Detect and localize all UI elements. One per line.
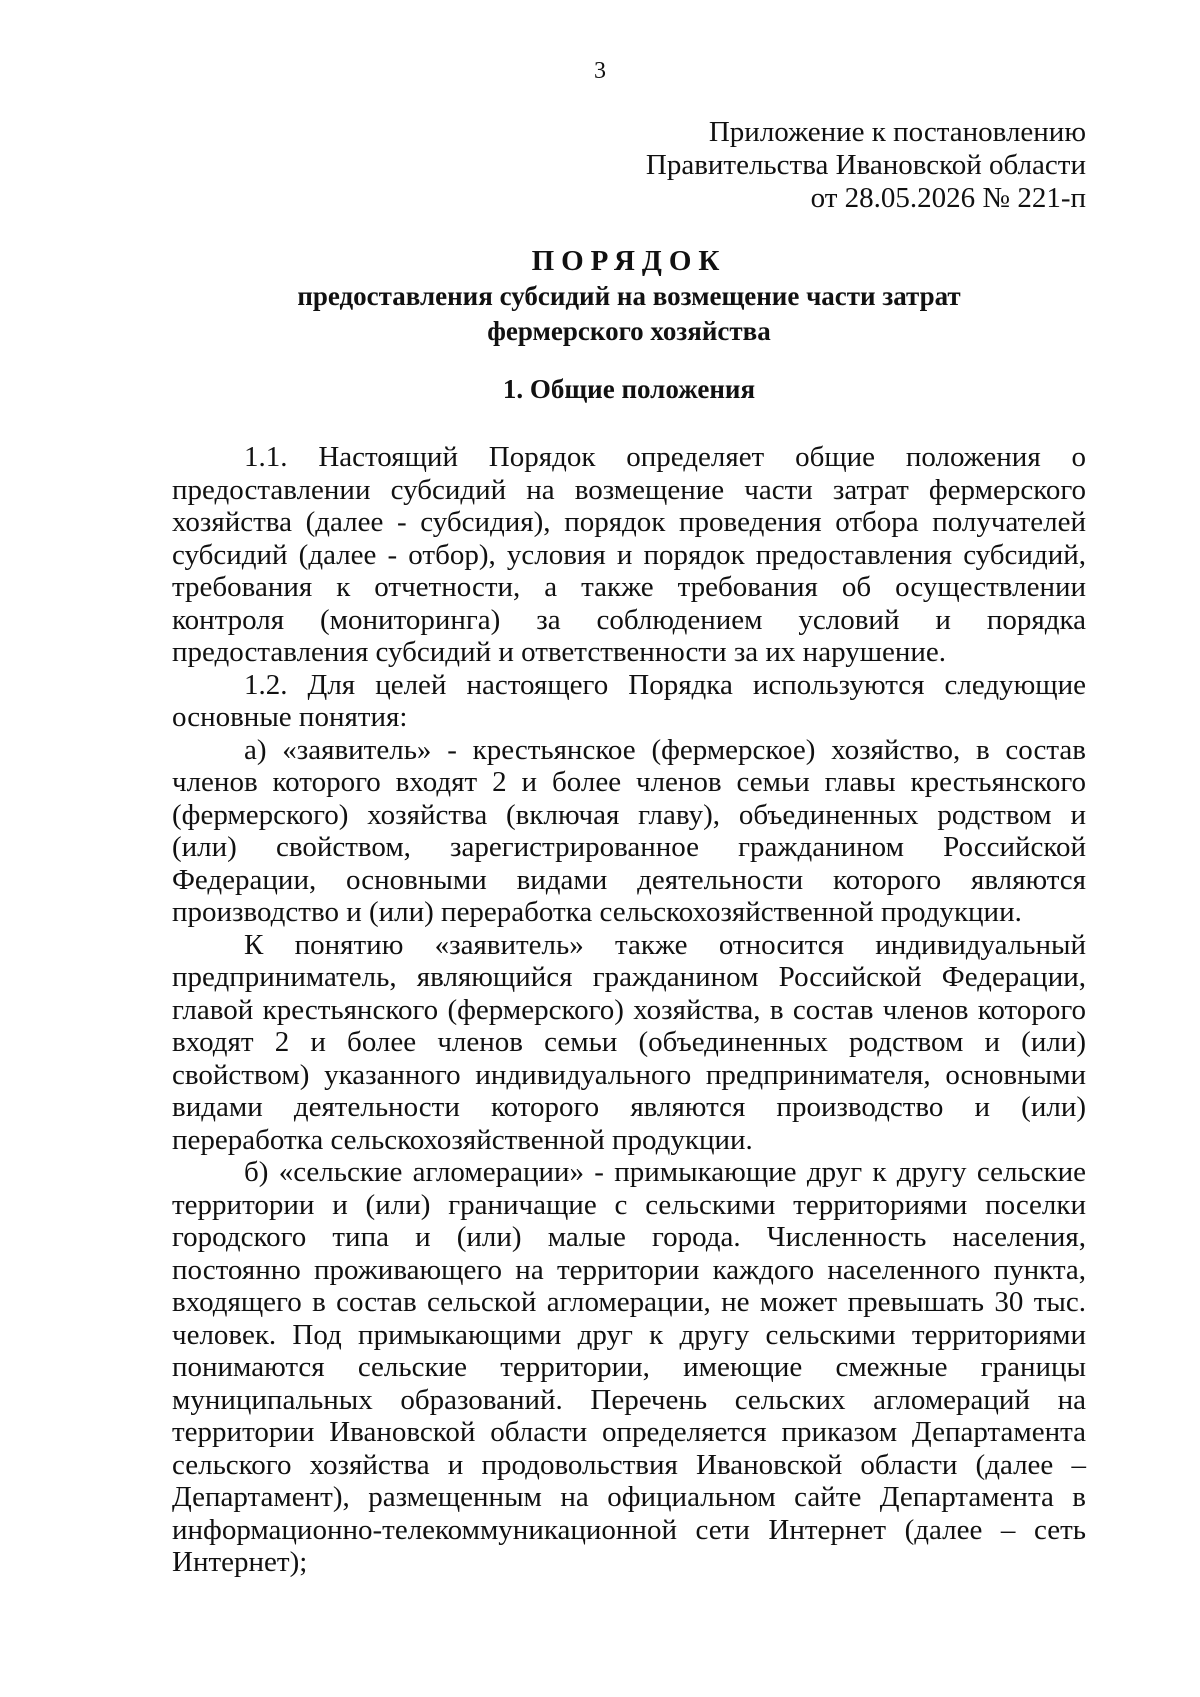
paragraph-definition-b: б) «сельские агломерации» - примыкающие друг к другу сельские территории и (или) граничащие с сельскими территориями поселки городского типа и (или) малые города. Численность населения, постоянно проживающего на территории каждого населенного пункта, входящего в состав сельской агломерации, не может превышать 30 тыс. человек. Под примыкающими друг к другу сельскими территориями понимаются сельские территории, имеющие смежные границы муниципальных образований. Перечень сельских агломераций на территории Ивановской области определяется приказом Департамента сельского хозяйства и продовольствия Ивановской области (далее – Департамент), размещенным на официальном сайте Департамента в информационно-телекоммуникационной сети Интернет (далее – сеть Интернет); [172, 1156, 1086, 1578]
paragraph-1-1: 1.1. Настоящий Порядок определяет общие положения о предоставлении субсидий на возмещение части затрат фермерского хозяйства (далее - субсидия), порядок проведения отбора получателей субсидий (далее - отбор), условия и порядок предоставления субсидий, требования к отчетности, а также требования об осуществлении контроля (мониторинга) за соблюдением условий и порядка предоставления субсидий и ответственности за их нарушение. [172, 441, 1086, 668]
document-title-block [172, 244, 1086, 348]
section-body [172, 441, 1086, 1579]
paragraph-definition-a: а) «заявитель» - крестьянское (фермерское) хозяйство, в состав членов которого входят 2 и более членов семьи главы крестьянского (фермерского) хозяйства (включая главу), объединенных родством и (или) свойством, зарегистрированное гражданином Российской Федерации, основными видами деятельности которого являются производство и (или) переработка сельскохозяйственной продукции. [172, 733, 1086, 928]
document-subtitle-line-1: предоставления субсидий на возмещение части затрат [297, 281, 961, 311]
appendix-line-3: от 28.05.2026 № 221-п [810, 182, 1086, 214]
page-number: 3 [594, 58, 606, 84]
paragraph-definition-a-extension: К понятию «заявитель» также относится индивидуальный предприниматель, являющийся гражданином Российской Федерации, главой крестьянского (фермерского) хозяйства, в состав членов которого входят 2 и более членов семьи (объединенных родством и (или) свойством) указанного индивидуального предпринимателя, основными видами деятельности которого являются производство и (или) переработка сельскохозяйственной продукции. [172, 928, 1086, 1156]
appendix-line-2: Правительства Ивановской области [645, 149, 1086, 181]
appendix-line-1: Приложение к постановлению [708, 116, 1086, 148]
appendix-header [580, 116, 1086, 215]
section-heading: 1. Общие положения [502, 374, 756, 404]
document-title: ПОРЯДОК [531, 245, 727, 277]
paragraph-1-2: 1.2. Для целей настоящего Порядка используются следующие основные понятия: [172, 668, 1086, 733]
document-subtitle-line-2: фермерского хозяйства [487, 316, 771, 346]
